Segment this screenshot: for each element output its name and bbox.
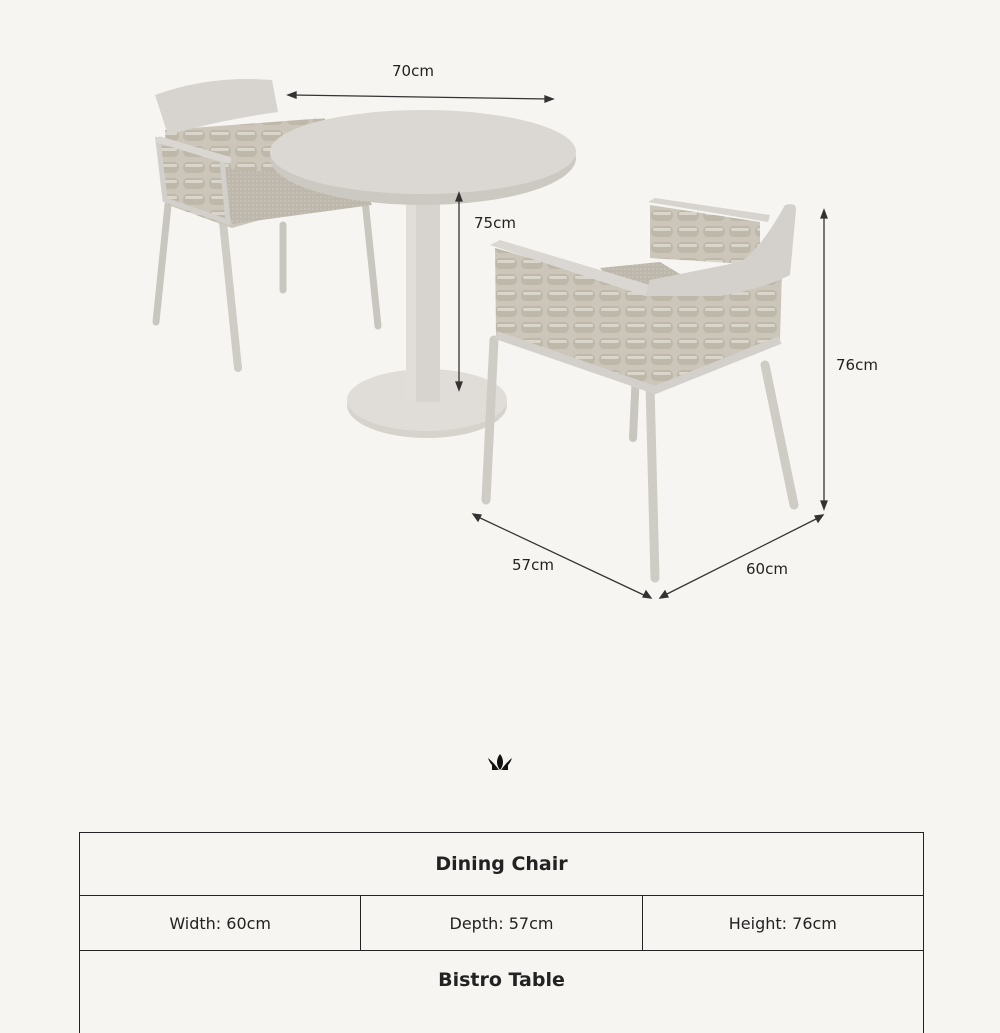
right-chair xyxy=(486,198,796,578)
spec-table xyxy=(79,832,924,1033)
chair-width-cell: Width: 60cm xyxy=(80,896,361,951)
chair-height-label: 76cm xyxy=(836,356,878,374)
dining-chair-title-row xyxy=(80,833,924,896)
lotus-icon xyxy=(486,752,514,772)
dining-chair-values-row xyxy=(80,896,924,951)
chair-height-cell: Height: 76cm xyxy=(642,896,923,951)
table-height-label: 75cm xyxy=(474,214,516,232)
chair-depth-label: 57cm xyxy=(512,556,554,574)
chair-depth-cell: Depth: 57cm xyxy=(361,896,642,951)
table-width-label: 70cm xyxy=(392,62,434,80)
bistro-table-title: Bistro Table xyxy=(80,951,924,1033)
bistro-table-title-row xyxy=(80,951,924,1033)
chair-width-label: 60cm xyxy=(746,560,788,578)
dining-chair-title: Dining Chair xyxy=(80,833,924,896)
